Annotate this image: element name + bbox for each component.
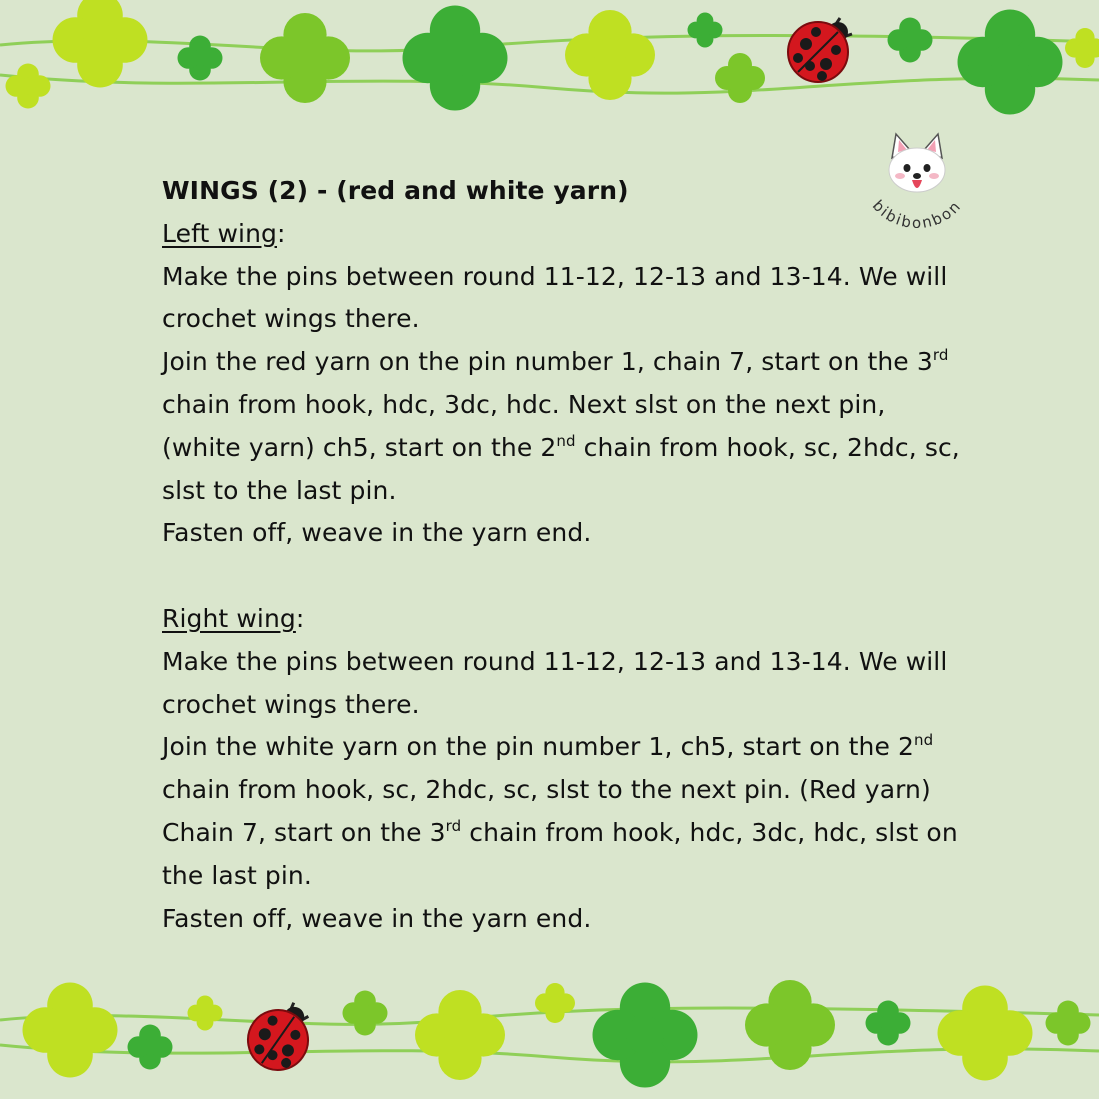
brand-name: bibibonbon: [868, 196, 966, 228]
right-wing-paragraph-1: Make the pins between round 11-12, 12-13 and 13-14. We will crochet wings there.: [162, 646, 948, 719]
left-wing-heading-line: Left wing:: [162, 218, 286, 248]
clover-icon: [5, 64, 50, 109]
clover-icon: [688, 12, 723, 47]
page-title: WINGS (2) - (red and white yarn): [162, 176, 629, 205]
ladybug-icon: [788, 18, 852, 82]
clover-icon: [343, 991, 388, 1036]
clover-icon: [403, 6, 508, 111]
right-wing-paragraph-2: Join the white yarn on the pin number 1, ch5, start on the 2nd chain from hook, sc, 2hdc, sc, slst to the next pin. (Red yarn) Chain 7, start on the 3rd chain from hook, hdc, 3dc, hdc, slst on the last pin.: [162, 731, 958, 890]
clover-icon: [415, 990, 505, 1080]
right-wing-heading-line: Right wing:: [162, 603, 305, 633]
clover-icon: [866, 1001, 911, 1046]
clover-icon: [52, 0, 147, 87]
right-wing-heading: Right wing: [162, 603, 296, 633]
clover-icon: [715, 53, 765, 103]
clover-icon: [888, 18, 933, 63]
left-wing-paragraph-1: Make the pins between round 11-12, 12-13 and 13-14. We will crochet wings there.: [162, 261, 948, 334]
clover-icon: [188, 996, 223, 1031]
clover-icon: [260, 13, 350, 103]
clover-icon: [535, 983, 575, 1023]
left-wing-paragraph-2: Join the red yarn on the pin number 1, chain 7, start on the 3rd chain from hook, hdc, 3dc, hdc. Next slst on the next pin, (white yarn) ch5, start on the 2nd chain from hook, sc, 2hdc, sc, slst to the last pin.: [162, 346, 960, 505]
clover-icon: [1046, 1001, 1091, 1046]
clover-icon: [938, 986, 1033, 1081]
clover-icon: [958, 10, 1063, 115]
right-wing-paragraph-3: Fasten off, weave in the yarn end.: [162, 903, 592, 933]
clover-icon: [128, 1025, 173, 1070]
clover-icon: [1065, 28, 1099, 68]
clover-icon: [565, 10, 655, 100]
ladybug-icon: [243, 1001, 317, 1075]
left-wing-heading: Left wing: [162, 218, 277, 248]
pattern-instructions: [162, 170, 962, 940]
left-wing-paragraph-3: Fasten off, weave in the yarn end.: [162, 518, 592, 548]
clover-border-bottom: [0, 965, 1099, 1099]
clover-icon: [22, 983, 117, 1078]
clover-icon: [593, 983, 698, 1088]
clover-border-top: [0, 0, 1099, 130]
